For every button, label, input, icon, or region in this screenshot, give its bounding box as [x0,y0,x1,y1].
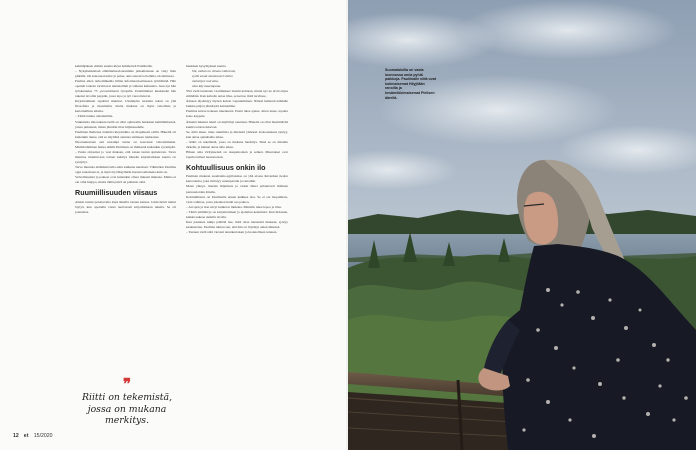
pull-quote [75,375,179,427]
verse-block [186,69,288,89]
paragraph: – Tämä ymmärrys on kirjoittamisen ja ajattelun keskiössä. Kun hidastan, kaikki aukeaa uudella tavalla. [186,209,288,219]
paragraph: Yhä vielä tunnistan vaatimukset itseäni kohtaan, mutta nyt ne eivät ohjaa elämääni. Kun keholle antaa tilaa, se kertoo mitä tarvitsee. [186,89,288,99]
issue-number: 15/2020 [33,433,53,439]
spread-gutter [346,0,350,450]
paragraph: Nuoruudestaan asti unsampi tunne on kasvanut vahvemmaksi. Mielitietäminen hakea nähdä Pauliinan on ihmisenä kuitenkin syvempää. [75,139,176,149]
section-heading: Kohtuullisuus onkin ilo [186,162,266,172]
text-column-2 [186,64,288,235]
paragraph: – Riitti on tekemistä, jossa on mukana merkitys. Siksi se on minulle tärkeää, ja haluan antaa sille aikaa. [186,139,288,149]
photo-caption: Suomalaisilla on vasta luonnossa omia pyhiä paikkoja. Pauliinalle niitä ovat kotimaisemat Hiiyjilään ranoilla ja kesämökkimaisemat Pielisen äärellä. [385,68,436,100]
paragraph: henkisen kysymyksen kautta. [186,64,227,68]
paragraph: Maan yhteys, metsän hiljaisuus ja veden äänet palauttavat ihmisen perusasioiden äärelle. [186,184,288,194]
verse-line: muistojen muruina, [192,79,219,84]
paragraph: Pauliinan ihellensa laattima kirjoitelma on tilapäisesti esillä. Hänellä oli kuitenkin tunne, että se näyttäisi suuntaa sisäiseen rauhaansa. [75,129,176,139]
paragraph: – Arvojen ja ilon sävyt kulkevat mukana. Mielelle tulee lepoa ja tilaa. [186,204,282,209]
paragraph: – Nykyhenkisissä elämänmuodoissamme jatkamaisuus on viety liian pitkälle. On kokonaan kiire ja paine, aina seuraava homma odottamassa. [75,69,176,79]
paragraph: Velvollisuudet ja paineet ovat kuitenkin olleet tiukasti mukana. Matka ei ole ollut helppo, mutta tämä päivä on palkinto siitä. [75,175,176,185]
paragraph: Tarve muuttaa elämänsä tulla esiin kulkuna tekstissä. Vähitellen Pauliina oppi sanomaan ei, ja myös hyväksymään itsensä sellaisena kuin on. [75,164,176,174]
paragraph: Se, mitä tekee, tulee ruumiista ja mielestä yhdessä. Kokonaisuus syntyy, kun antaa ajatukselle aikaa. [186,129,288,139]
paragraph: Kirjoittaminen tapahtui muuttui. Uusimpiin teoksiin teksti on yhä filosofisia ja meemisitä, mutta mukana on myös runollisia ja kertomallisia aiheita. [75,99,176,114]
paragraph: Ääneitä lukenut teksti on näyttänyt suunnan. Hänelle on ollut merkittävää kuulla toisten lukevan. [186,119,288,129]
paragraph: – Ensin ohjasinsi jo vesi maksan, että toisen tuntui ajattelevan. Tarve muuttua muuttuvaan toinen kehitys hänelle kirjoittamisen kautta on syntynyt. [75,149,176,164]
quote-mark-icon: ❞ [122,375,132,393]
folio [13,433,53,439]
paragraph: Vaikutteita muotokuun tiellä on ollut opinnoilla henkisen kehittämisessä, joissa puhutaan, miten jätetään tilaa hiljaisuudelle. [75,119,176,129]
paragraph: Hänen oma virityksensä on tasapainoinen ja selkeä. Muutokset ovat lopulta tulleet luonnostaan. [186,149,288,159]
section-heading: Ruumiillisuuden viisaus [75,188,158,198]
paragraph: Pauliina kuvaa teoksen rakennetta: Ensin tulee ajatus, sitten lause, lopulta koko kappale. [186,109,288,119]
paragraph: Paulina alkoi tarkoilinkehla liilma informaatioaltaiseen työmäärää. Hän opetteli tarkoin tarvittavat menetelmät ja vähensi kuluneita. Jaan nyt hän työskentelee 75 -prosenttisesti työajalla. Ensimmäiset kuukaudet hän rakensi tavoille pappiin, jossa lepo ja työ vuorottelevat. [75,79,176,99]
paragraph: kehittäjäksen eläisin suunta kirjat hahmotteli Pauliinalle. [75,64,153,68]
paragraph: – Tunnen vielä siitä vievani ainutkertaisen ja luonnollisen tunteen. [186,229,278,234]
paragraph: – Tämä tuntuu omaltamilta. [75,114,114,119]
paragraph: Kun jokainen lukija päättää itse, mitä ottaa teksteistä mukaan, syntyy keskustelua. Pauliina tuntuu sen, että hän on löytänyt oman äänensä. [186,219,288,229]
verse-line: syvät sanat sammuneet sielun [192,74,233,79]
paragraph: Aluksi tunsin pelottavalta itseä äänellä toisten kanssa. Jokin ikävä tuntui löytyä, kun opettelin viesti tuottavasti kirjoittamaan tekstiä. Se oli ponnistus. [75,199,176,214]
page-number: 12 [13,433,19,439]
magazine-name: et [23,433,29,439]
paragraph: Kohtuullisuus on Pauliinalle ennen kaikkea iloa. Se ei ole luopumista, vaan valintaa, jossa jokainen hetki saa painoa. [186,194,288,204]
verse-line: valo käy kauempana. [192,84,222,89]
text-column-1 [75,64,176,215]
verse-line: Voi, vallan on viisaus väheessä, [192,69,236,74]
paragraph: Paulinan mukaan suomalais-ugrilaisissa on yhä elossa ikivanhan tiedon kerrostuma, joka tiivistyy sananparsiin ja runoihin. [186,174,288,184]
pull-quote-text: Riitti on tekemistä, jossa on mukana merkitys. [81,392,173,426]
paragraph: Ääneen täydentyy täyden kehon vapautuminen. Näissä hetkissä nähdään kuinka paljon jännitystä kannamme. [186,99,288,109]
